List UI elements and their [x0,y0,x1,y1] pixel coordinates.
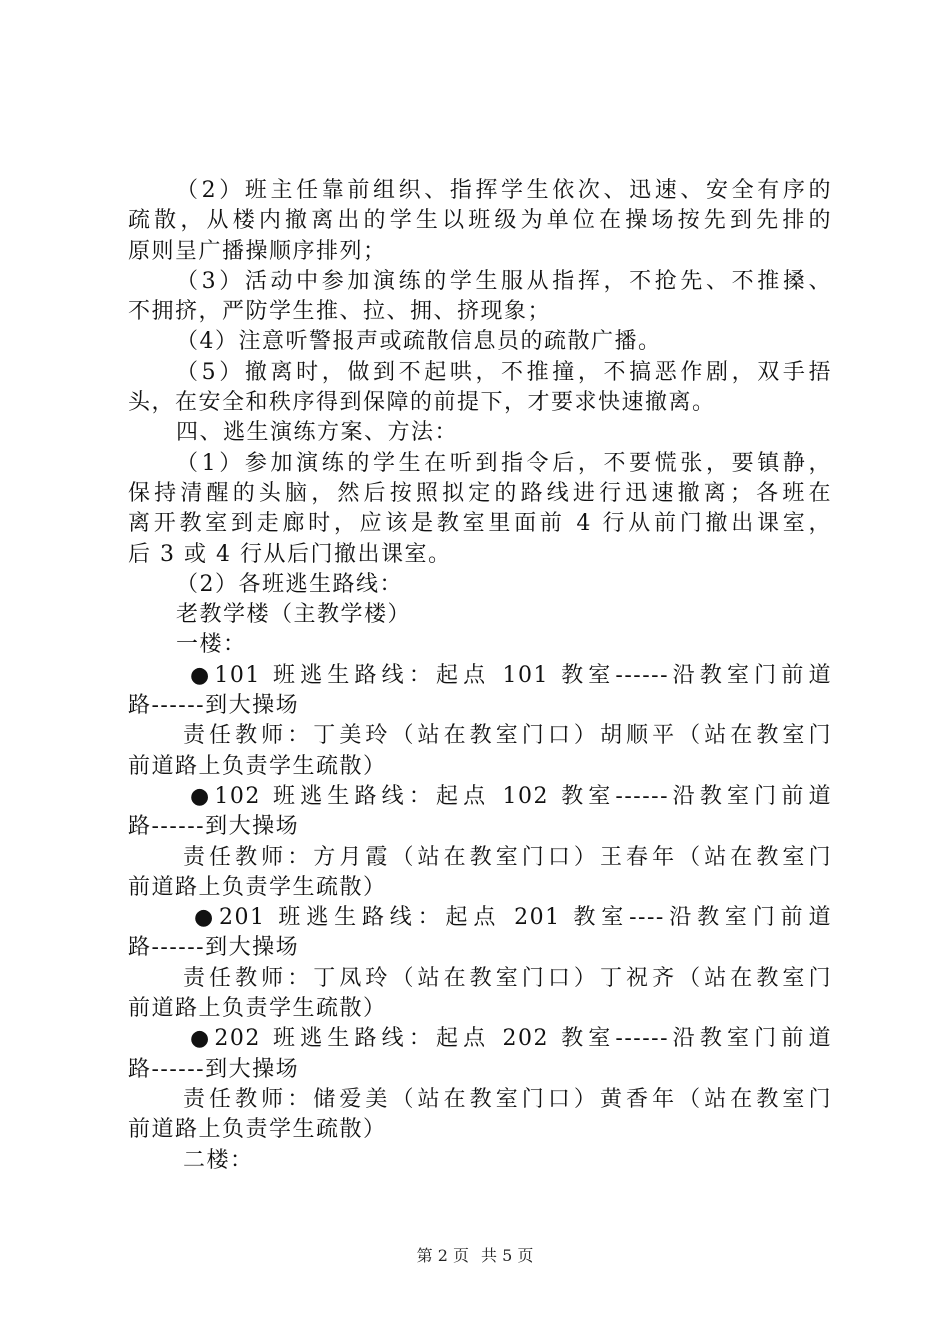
responsible-teacher-line: 责任教师：储爱美（站在教室门口）黄香年（站在教室门 [183,1086,832,1112]
total-pages: 共 5 页 [481,1246,534,1265]
section-heading: 四、逃生演练方案、方法： [176,420,459,446]
paragraph-line: 不拥挤，严防学生推、拉、拥、挤现象； [128,299,552,325]
escape-route-line: 路------到大操场 [128,1056,300,1082]
responsible-teacher-line: 前道路上负责学生疏散） [128,996,387,1022]
paragraph-line: （3）活动中参加演练的学生服从指挥，不抢先、不推搡、 [176,268,832,294]
paragraph-line: 头，在安全和秩序得到保障的前提下，才要求快速撤离。 [128,390,716,416]
paragraph-line: （5）撤离时，做到不起哄，不推撞，不搞恶作剧，双手捂 [176,359,832,385]
paragraph-line: 离开教室到走廊时，应该是教室里面前 4 行从前门撤出课室， [128,511,832,537]
building-label: 老教学楼（主教学楼） [176,602,412,628]
paragraph-line: 疏散，从楼内撤离出的学生以班级为单位在操场按先到先排的 [128,208,832,234]
escape-route-line: ●201 班逃生路线：起点 201 教室----沿教室门前道 [194,905,832,931]
paragraph-line: （4）注意听警报声或疏散信息员的疏散广播。 [176,329,662,355]
paragraph-line: 后 3 或 4 行从后门撤出课室。 [128,541,452,567]
floor-label: 一楼： [176,632,247,658]
paragraph-line: （1）参加演练的学生在听到指令后，不要慌张，要镇静， [176,450,832,476]
responsible-teacher-line: 责任教师：方月霞（站在教室门口）王春年（站在教室门 [183,844,832,870]
page-number: 第 2 页 [416,1246,469,1265]
paragraph-line: （2）各班逃生路线： [176,571,403,597]
escape-route-line: 路------到大操场 [128,935,300,961]
responsible-teacher-line: 责任教师：丁凤玲（站在教室门口）丁祝齐（站在教室门 [183,965,832,991]
paragraph-line: 保持清醒的头脑，然后按照拟定的路线进行迅速撤离；各班在 [128,480,832,506]
paragraph-line: 原则呈广播操顺序排列； [128,238,387,264]
responsible-teacher-line: 前道路上负责学生疏散） [128,874,387,900]
escape-route-line: ●202 班逃生路线：起点 202 教室------沿教室门前道 [190,1026,832,1052]
responsible-teacher-line: 责任教师：丁美玲（站在教室门口）胡顺平（站在教室门 [183,723,832,749]
responsible-teacher-line: 前道路上负责学生疏散） [128,1117,387,1143]
paragraph-line: （2）班主任靠前组织、指挥学生依次、迅速、安全有序的 [176,178,832,203]
responsible-teacher-line: 前道路上负责学生疏散） [128,753,387,779]
escape-route-line: 路------到大操场 [128,814,300,840]
document-body [128,176,832,1176]
escape-route-line: ●102 班逃生路线：起点 102 教室------沿教室门前道 [190,783,832,809]
escape-route-line: 路------到大操场 [128,693,300,719]
floor-label: 二楼： [183,1147,254,1173]
escape-route-line: ●101 班逃生路线：起点 101 教室------沿教室门前道 [190,662,832,688]
page-footer [0,1243,950,1266]
